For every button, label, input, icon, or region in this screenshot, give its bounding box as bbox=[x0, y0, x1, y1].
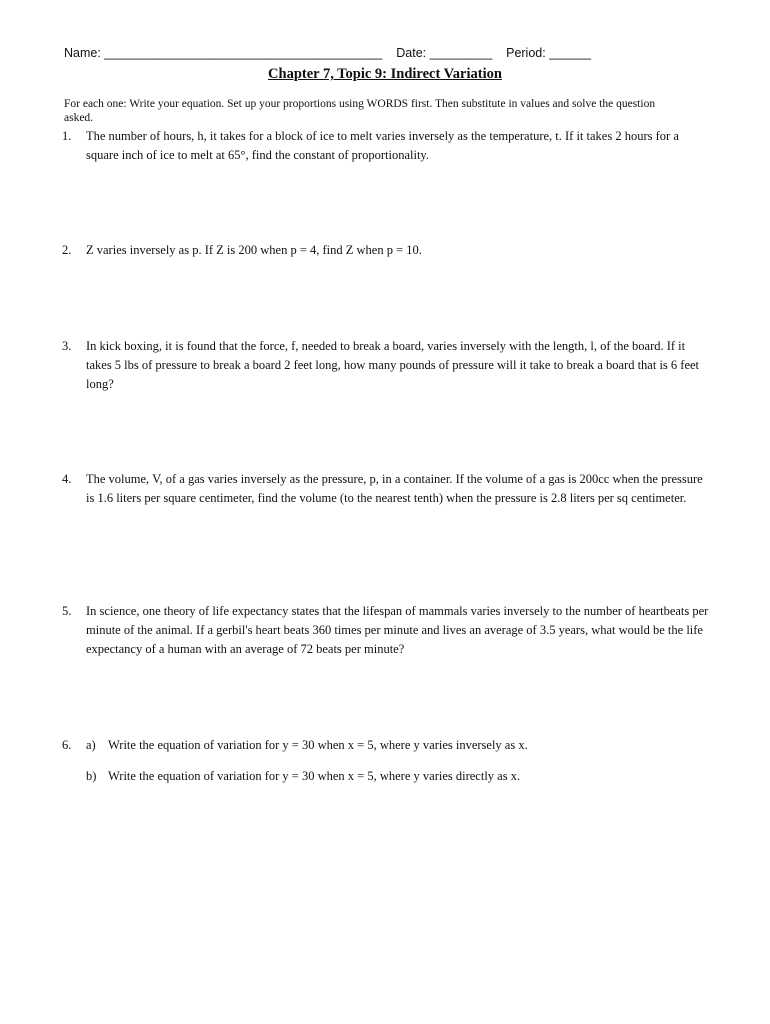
question-part-b bbox=[86, 767, 712, 786]
date-field[interactable]: Date: _________ bbox=[396, 46, 493, 60]
question-5 bbox=[62, 602, 712, 659]
part-letter: b) bbox=[86, 769, 97, 783]
question-number: 3. bbox=[62, 339, 72, 353]
question-text: Z varies inversely as p. If Z is 200 when p = 4, find Z when p = 10. bbox=[86, 243, 422, 257]
instructions: For each one: Write your equation. Set up your proportions using WORDS first. Then substitute in values and solve the question asked. bbox=[64, 98, 656, 124]
period-field[interactable]: Period: ______ bbox=[506, 46, 591, 60]
question-number: 2. bbox=[62, 243, 72, 257]
question-part-a bbox=[86, 736, 712, 755]
question-4 bbox=[62, 470, 712, 508]
part-letter: a) bbox=[86, 738, 96, 752]
question-text: The volume, V, of a gas varies inversely as the pressure, p, in a container. If the volume of a gas is 200cc when the pressure is 1.6 liters per square centimeter, find the volume (to the nearest tenth) when the pressure is 2.8 liters per sq centimeter. bbox=[86, 472, 703, 505]
question-6 bbox=[62, 736, 712, 786]
question-1 bbox=[62, 127, 712, 165]
question-text: The number of hours, h, it takes for a block of ice to melt varies inversely as the temperature, t. If it takes 2 hours for a square inch of ice to melt at 65°, find the constant of proportionality. bbox=[86, 129, 679, 162]
part-text: Write the equation of variation for y = 30 when x = 5, where y varies inversely as x. bbox=[108, 738, 528, 752]
question-number: 4. bbox=[62, 472, 72, 486]
question-number: 5. bbox=[62, 604, 72, 618]
question-3 bbox=[62, 337, 712, 394]
part-text: Write the equation of variation for y = 30 when x = 5, where y varies directly as x. bbox=[108, 769, 521, 783]
question-text: In science, one theory of life expectancy states that the lifespan of mammals varies inversely to the number of heartbeats per minute of the animal. If a gerbil's heart beats 360 times per minute and lives an average of 3.5 years, what would be the life expectancy of a human with an average of 72 beats per minute? bbox=[86, 604, 709, 656]
header-fields bbox=[64, 46, 591, 60]
question-2 bbox=[62, 241, 712, 260]
page-title: Chapter 7, Topic 9: Indirect Variation bbox=[268, 66, 502, 82]
question-number: 1. bbox=[62, 129, 72, 143]
question-text: In kick boxing, it is found that the force, f, needed to break a board, varies inversely with the length, l, of the board. If it takes 5 lbs of pressure to break a board 2 feet long, how many pounds of pressure will it take to break a board that is 6 feet long? bbox=[86, 339, 700, 391]
name-field[interactable]: Name: ________________________________________ bbox=[64, 46, 383, 60]
question-number: 6. bbox=[62, 738, 72, 752]
